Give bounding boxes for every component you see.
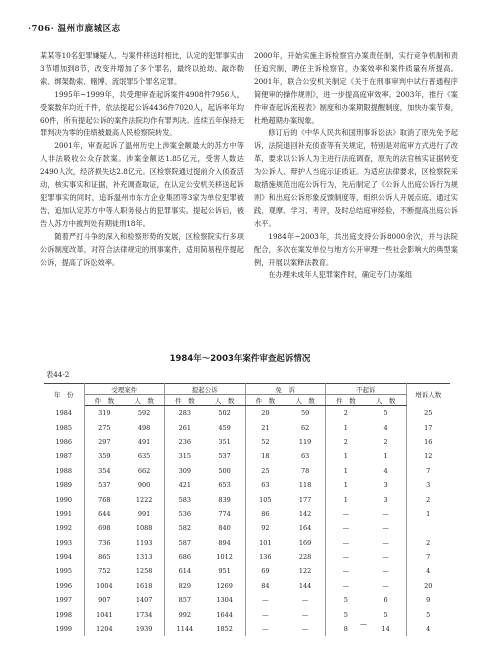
year-cell: 1987 [44, 449, 84, 463]
group-header: 不起诉 [326, 384, 407, 395]
table-cell: 686 [178, 553, 192, 562]
table-cell: 1 [343, 452, 348, 461]
table-cell: 5 [343, 596, 348, 605]
sub-header: 件 数 [84, 395, 124, 406]
paragraph: 随着严打斗争的深入和检察形势的发展，区检察院实行多项公诉制度改革，对符合法律规定的刑事案件，适用简易程序提起公诉，提高了诉讼效率。 [40, 231, 244, 267]
table-cell: 662 [124, 464, 164, 478]
table-cell: — [366, 579, 406, 593]
table-cell: 2 [343, 437, 348, 446]
table-cell: 1269 [205, 579, 245, 593]
left-text-column [40, 50, 244, 269]
table-cell: 537 [205, 449, 245, 463]
table-cell: 537 [98, 481, 111, 490]
table-cell: — [285, 607, 325, 621]
table-cell: 119 [285, 435, 325, 449]
table-cell: 1 [426, 509, 431, 518]
table-cell: 359 [98, 452, 111, 461]
table-row [44, 406, 450, 421]
table-row [44, 593, 450, 607]
year-cell: 1992 [44, 521, 84, 535]
table-cell: 92 [261, 524, 270, 533]
table-cell: 582 [178, 524, 192, 533]
sub-header: 人 数 [205, 395, 245, 406]
table-cell: — [342, 567, 350, 576]
year-cell: 1986 [44, 435, 84, 449]
table-row [44, 492, 450, 506]
table-cell: 315 [178, 452, 192, 461]
table-cell: 894 [205, 536, 245, 550]
table-cell: — [366, 536, 406, 550]
table-cell: 459 [205, 420, 245, 434]
table-cell: 498 [124, 420, 164, 434]
table-row [44, 564, 450, 578]
table-cell: 3 [366, 478, 406, 492]
table-cell: 992 [178, 610, 192, 619]
table-cell: 614 [178, 567, 192, 576]
paragraph: 修订后的《中华人民共和国刑事诉讼法》取消了原先免予起诉，法院退回补充侦查等有关规定，特别是对庭审方式进行了改革，要求以公诉人为主进行法庭调查，原先的法官核实证据转变为公诉人、辩护人当庭示证质证。为适应法律要求，区检察院采取措施规范出庭公诉行为，先后制定了《公诉人出庭公诉行为规则》和出庭公诉形象反馈制度等，组织公诉人开展点庭、通过实践、观摩、学习、考评，及时总结庭审经验，不断提高出庭公诉水平。 [254, 128, 458, 228]
table-cell: 142 [285, 507, 325, 521]
table-cell: 907 [98, 596, 111, 605]
table-cell: — [285, 593, 325, 607]
group-header: 提起公诉 [165, 384, 246, 395]
year-cell: 1993 [44, 536, 84, 550]
table-cell: 1852 [205, 622, 245, 636]
table-cell: 52 [261, 437, 270, 446]
table-cell: — [262, 625, 269, 634]
table-cell: 12 [424, 452, 433, 461]
table-cell: 101 [259, 538, 272, 547]
right-text-column [254, 50, 458, 282]
table-cell: 228 [285, 550, 325, 564]
table-row [44, 478, 450, 492]
table-cell: 20 [424, 581, 433, 590]
year-cell: 1999 [44, 622, 84, 636]
table-cell: 1144 [176, 625, 194, 634]
table-row [44, 536, 450, 550]
table-cell: 136 [259, 553, 272, 562]
table-cell: 351 [205, 435, 245, 449]
table-cell: 17 [424, 423, 433, 432]
table-cell: — [366, 550, 406, 564]
table-cell: — [342, 581, 350, 590]
case-review-table [44, 383, 450, 636]
table-cell: 857 [178, 596, 192, 605]
table-cell: — [366, 521, 406, 535]
table-cell: 297 [98, 437, 111, 446]
table-cell: 5 [426, 610, 431, 619]
table-cell: 354 [98, 466, 111, 475]
table-cell: — [342, 509, 350, 518]
table-cell: 275 [98, 423, 111, 432]
year-cell: 1985 [44, 420, 84, 434]
paragraph: 某某等10名犯罪嫌疑人，与案件移送时相比，认定的犯罪事实由3节增加到8节，改变并增加了多个罪名，最终以抢劫、敲诈勒索、绑架勒索、赌博、流氓罪5个罪名定罪。 [40, 51, 244, 86]
year-cell: 1997 [44, 593, 84, 607]
table-cell: 144 [285, 579, 325, 593]
table-cell: 635 [124, 449, 164, 463]
table-cell: 1193 [124, 536, 164, 550]
paragraph: 在办理未成年人犯罪案件时，确定专门办案组 [268, 270, 413, 280]
year-cell: 1996 [44, 579, 84, 593]
table-cell: — [285, 622, 325, 636]
paragraph: 2000年，开始实施主诉检察官办案责任制，实行竞争机制和责任追究制，聘任主诉检察官，办案效率和案件质量有所提高。2001年，联合公安机关制定《关于在刑事审判中试行普通程序简便审的操作规则》，进一步提高庭审效率。2003年，推行《案件审查起诉流程表》制度和办案期限提醒制度，加快办案节奏，杜绝超期办案现象。 [254, 51, 458, 125]
table-cell: 4 [366, 464, 406, 478]
table-cell: 86 [261, 509, 270, 518]
table-cell: 2 [366, 435, 406, 449]
table-row [44, 622, 450, 636]
table-cell: 421 [178, 481, 192, 490]
year-cell: 1991 [44, 507, 84, 521]
table-cell: — [366, 564, 406, 578]
table-cell: 7 [426, 553, 431, 562]
table-title: 1984年～2003年案件审查起诉情况 [169, 354, 311, 364]
table-row [44, 449, 450, 463]
sub-header: 件 数 [245, 395, 285, 406]
table-cell: 169 [285, 536, 325, 550]
table-row [44, 579, 450, 593]
table-cell: 1204 [96, 625, 113, 634]
table-cell: 752 [98, 567, 111, 576]
sub-header: 件 数 [326, 395, 366, 406]
table-cell: 20 [261, 409, 270, 418]
table-cell: 14 [366, 622, 406, 636]
page-header: ·706· 温州市鹿城区志 [28, 24, 121, 34]
table-cell: 644 [98, 509, 111, 518]
table-cell: 2 [426, 495, 431, 504]
table-cell: 1004 [96, 581, 113, 590]
table-cell: 1644 [205, 607, 245, 621]
table-label: 表44-2 [46, 370, 70, 379]
table-cell: 4 [426, 567, 431, 576]
table-cell: 8 [343, 625, 348, 634]
table-cell: 69 [261, 567, 270, 576]
table-cell: 1222 [124, 492, 164, 506]
table-cell: 1 [343, 466, 348, 475]
table-cell: 900 [124, 478, 164, 492]
table-cell: 4 [426, 625, 431, 634]
table-cell: 1012 [205, 550, 245, 564]
table-cell: 840 [205, 521, 245, 535]
table-cell: 25 [261, 466, 270, 475]
year-cell: 1998 [44, 607, 84, 621]
table-row [44, 607, 450, 621]
table-cell: 7 [426, 466, 431, 475]
table-cell: 698 [98, 524, 111, 533]
table-cell: 3 [366, 492, 406, 506]
table-cell: 1041 [96, 610, 113, 619]
table-cell: 839 [205, 492, 245, 506]
year-cell: 1990 [44, 492, 84, 506]
table-cell: 736 [98, 538, 111, 547]
table-row [44, 550, 450, 564]
table-cell: — [262, 610, 269, 619]
table-cell: 5 [366, 607, 406, 621]
table-cell: 63 [285, 449, 325, 463]
year-cell: 1995 [44, 564, 84, 578]
paragraph: 1995年~1999年，共受理审查起诉案件4908件7956人，受案数年均近千件，依法提起公诉4436件7020人，起诉率年均60件，所有提起公诉的案件法院均作有罪判决。连续五年保持无罪判决为零的佳绩被最高人民检察院转发。 [40, 89, 244, 138]
sub-header: 人 数 [366, 395, 406, 406]
continuation-dash: — [360, 620, 367, 628]
table-cell: 5 [366, 406, 406, 421]
table-cell: — [342, 524, 350, 533]
group-header: 免 诉 [245, 384, 326, 395]
sub-header: 人 数 [124, 395, 164, 406]
table-cell: 84 [261, 581, 270, 590]
table-cell [406, 521, 450, 535]
table-cell: 865 [98, 553, 111, 562]
table-row [44, 464, 450, 478]
paragraph: 1984年~2003年，共出庭支持公诉8000余次，并与法院配合，多次在案发单位与地方公开审理一些社会影响大的典型案例，开展以案释法教育。 [254, 231, 458, 267]
table-cell: 63 [261, 481, 270, 490]
sub-header: 人 数 [285, 395, 325, 406]
table-cell: 1734 [124, 607, 164, 621]
table-cell: 653 [205, 478, 245, 492]
table-cell: 587 [178, 538, 192, 547]
table-cell: 1 [343, 481, 348, 490]
table-cell: 6 [366, 593, 406, 607]
table-cell: 18 [261, 452, 270, 461]
table-cell: — [262, 596, 269, 605]
table-cell: 536 [178, 509, 192, 518]
table-cell: 21 [261, 423, 270, 432]
table-cell: 105 [259, 495, 272, 504]
table-cell: 1313 [124, 550, 164, 564]
table-cell: 1088 [124, 521, 164, 535]
table-cell: 592 [124, 406, 164, 421]
table-cell: 319 [98, 409, 111, 418]
table-cell: 283 [178, 409, 192, 418]
table-cell: 491 [124, 435, 164, 449]
table-cell: 1 [366, 449, 406, 463]
year-header: 年 份 [44, 384, 84, 406]
year-cell: 1988 [44, 464, 84, 478]
last-col-header: 增诉人数 [406, 384, 450, 406]
group-header: 受理案件 [84, 384, 165, 395]
table-cell: 2 [343, 409, 348, 418]
sub-header: 件 数 [165, 395, 205, 406]
table-cell: 991 [124, 507, 164, 521]
table-cell: 309 [178, 466, 192, 475]
table-cell: 502 [205, 406, 245, 421]
table-row [44, 435, 450, 449]
table-cell: 774 [205, 507, 245, 521]
table-cell: 118 [285, 478, 325, 492]
table-cell: 122 [285, 564, 325, 578]
table-cell: 236 [178, 437, 192, 446]
table-cell: 1939 [124, 622, 164, 636]
table-cell: 951 [205, 564, 245, 578]
table-cell: 829 [178, 581, 192, 590]
table-cell: 2 [426, 538, 431, 547]
table-cell: 768 [98, 495, 111, 504]
table-cell: 9 [426, 596, 431, 605]
year-cell: 1989 [44, 478, 84, 492]
table-cell: 261 [178, 423, 192, 432]
table-cell: 59 [285, 406, 325, 421]
table-cell: 177 [285, 492, 325, 506]
table-cell: 1 [343, 423, 348, 432]
table-cell: 16 [424, 437, 433, 446]
year-cell: 1994 [44, 550, 84, 564]
year-cell: 1984 [44, 406, 84, 421]
table-cell: 1 [343, 495, 348, 504]
table-cell: 1304 [205, 593, 245, 607]
table-cell: — [342, 553, 350, 562]
table-cell: 3 [426, 481, 431, 490]
table-cell: 500 [205, 464, 245, 478]
table-cell: 78 [285, 464, 325, 478]
table-row [44, 507, 450, 521]
table-cell: 25 [424, 408, 433, 417]
table-cell: 62 [285, 420, 325, 434]
table-cell: — [342, 538, 350, 547]
paragraph: 2001年，审查起诉了温州历史上涉案金额最大的苏方中等人非法吸收公众存款案。涉案金额达1.85亿元，受害人数达2490人次，经济损失达2.8亿元。区检察院通过提前介入侦查活动，核实事实和证据，补充调查取证，在认定公安机关移送起诉犯罪事实的同时，追诉温州市东方企业集团等3家为单位犯罪被告，追加认定苏方中等人职务侵占的犯罪事实。提起公诉后，被告人苏方中被判处有期徒刑18年。 [40, 141, 244, 228]
table-row [44, 521, 450, 535]
table-cell: 583 [178, 495, 192, 504]
table-cell: 5 [343, 610, 348, 619]
table-cell: — [366, 507, 406, 521]
table-cell: 1407 [124, 593, 164, 607]
table-row [44, 420, 450, 434]
table-cell: 1258 [124, 564, 164, 578]
table-cell: 4 [366, 420, 406, 434]
table-cell: 1618 [124, 579, 164, 593]
table-cell: 164 [285, 521, 325, 535]
